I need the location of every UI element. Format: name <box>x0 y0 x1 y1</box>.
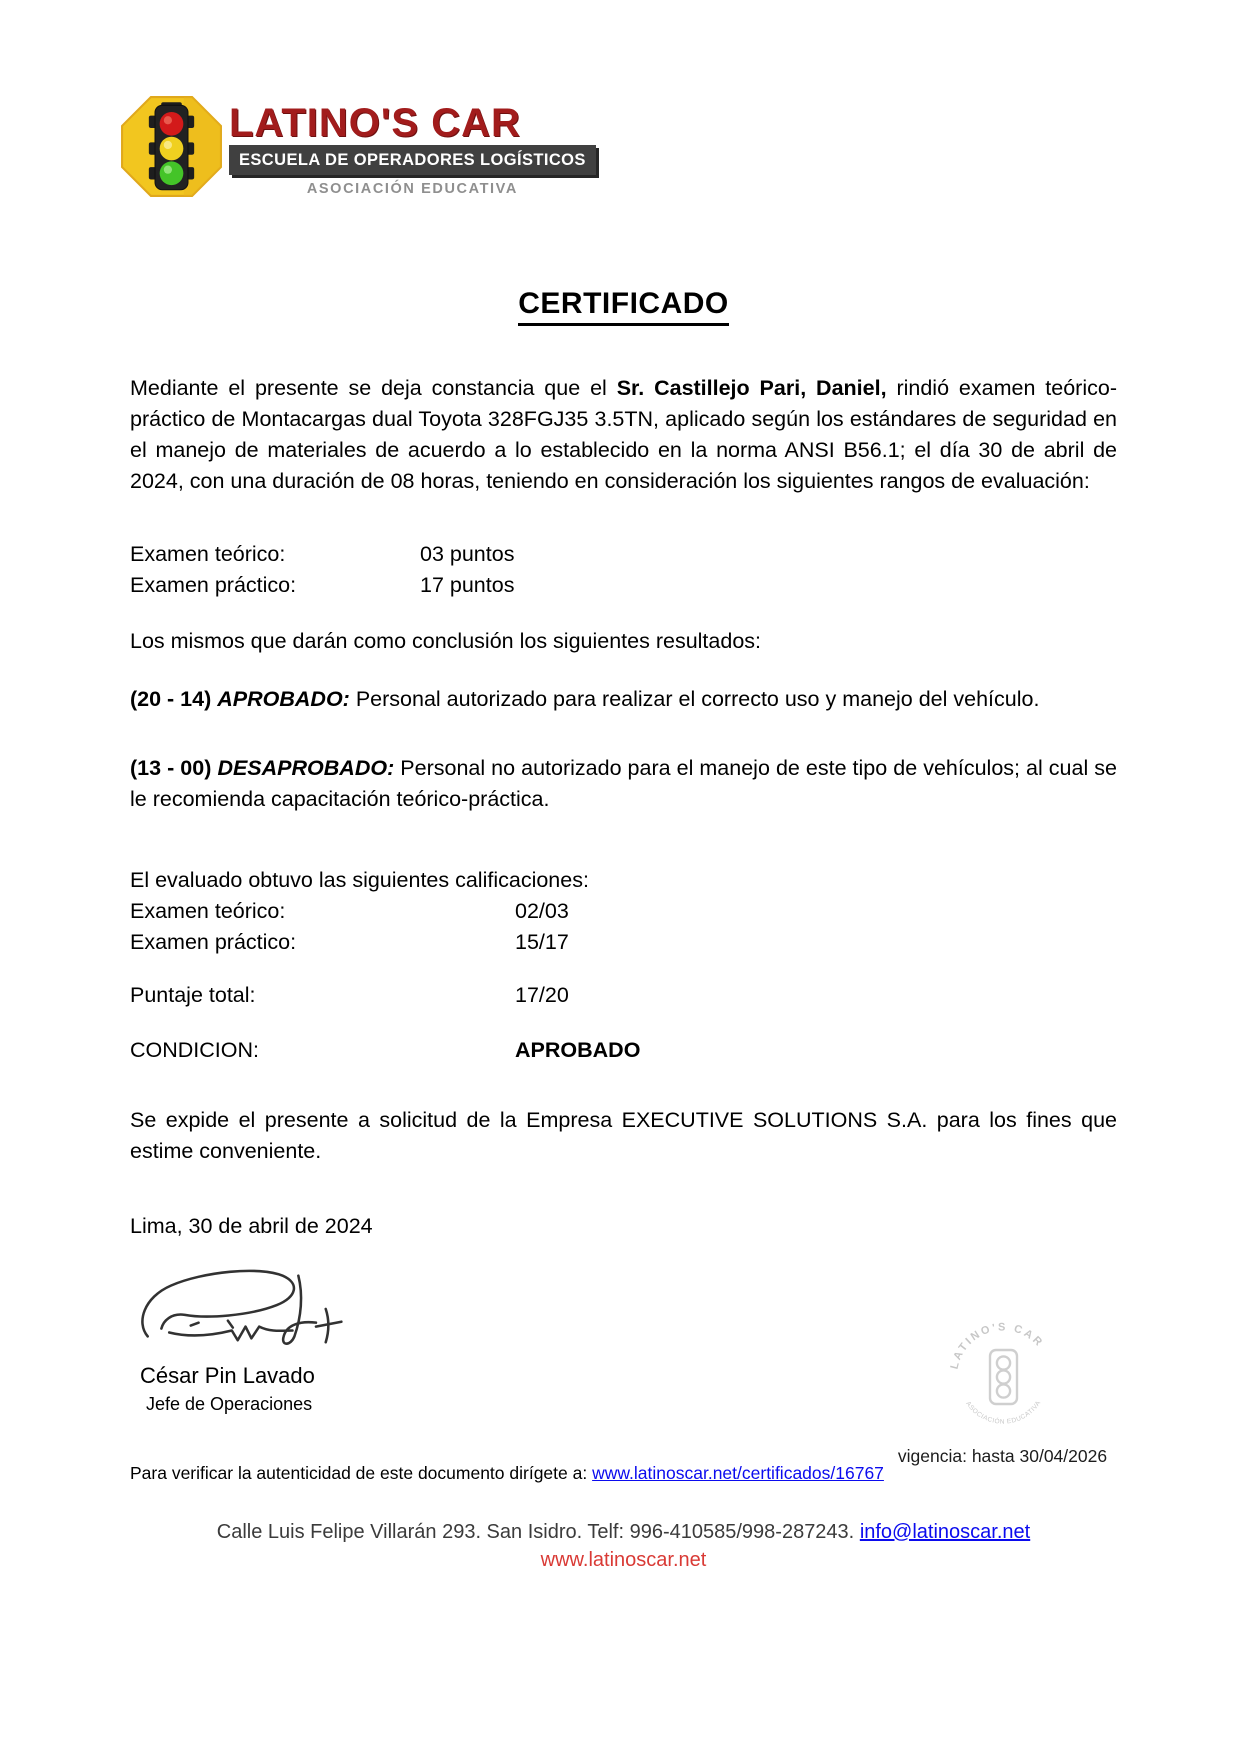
disapproved-status: DESAPROBADO: <box>217 756 395 780</box>
company-logo <box>120 95 1117 200</box>
conclusion-intro: Los mismos que darán como conclusión los siguientes resultados: <box>130 629 761 653</box>
score-theory-label: Examen teórico: <box>130 899 286 923</box>
stamp-block <box>880 1312 1125 1467</box>
exam-theory-points: 03 puntos <box>420 542 515 566</box>
signature-scribble <box>134 1254 359 1362</box>
exam-points-block <box>130 539 1117 601</box>
address-text: Calle Luis Felipe Villarán 293. San Isidro. Telf: 996-410585/998-287243. <box>216 1521 855 1543</box>
company-stamp-seal-icon <box>938 1312 1068 1442</box>
document-title: CERTIFICADO <box>518 286 729 326</box>
table-row <box>130 896 1117 927</box>
exam-practice-points: 17 puntos <box>420 573 515 597</box>
disapproved-text: Personal no autorizado para el manejo de este tipo de vehículos; al cual se le recomienda capacitación teórico-práctica. <box>130 756 1117 811</box>
verification-link[interactable]: www.latinoscar.net/certificados/16767 <box>592 1463 884 1483</box>
table-row <box>130 539 1117 570</box>
score-theory-value: 02/03 <box>515 899 569 923</box>
scores-intro: El evaluado obtuvo las siguientes calificaciones: <box>130 868 589 892</box>
signer-name: César Pin Lavado <box>140 1363 315 1388</box>
footer-website: www.latinoscar.net <box>540 1549 707 1571</box>
stamp-arc-bottom-text: ASOCIACIÓN EDUCATIVA <box>963 1399 1042 1426</box>
approved-text: Personal autorizado para realizar el correcto uso y manejo del vehículo. <box>355 687 1040 711</box>
stamp-arc-top-text: LATINO'S CAR <box>948 1321 1046 1371</box>
table-row <box>130 927 1117 958</box>
intro-post: rindió examen teórico-práctico de Montacargas dual Toyota 328FGJ35 3.5TN, aplicado según los estándares de seguridad en el manejo de materiales de acuerdo a lo establecido en la norma ANSI B56.1; el día 30 de abril de 2024, con una duración de 08 horas, teniendo en consideración los siguientes rangos de evaluación: <box>130 376 1117 493</box>
date-line: Lima, 30 de abril de 2024 <box>130 1214 373 1238</box>
table-row <box>130 570 1117 601</box>
condition-row <box>130 1035 1117 1066</box>
scores-block <box>130 865 1117 958</box>
logo-text-block <box>229 95 596 197</box>
intro-paragraph <box>130 373 1117 497</box>
exam-theory-label: Examen teórico: <box>130 542 286 566</box>
brand-subtitle-bar: ESCUELA DE OPERADORES LOGÍSTICOS <box>229 145 596 175</box>
score-practice-label: Examen práctico: <box>130 930 297 954</box>
condition-value: APROBADO <box>515 1038 641 1062</box>
brand-name: LATINO'S CAR <box>229 101 521 145</box>
total-score-row <box>130 980 1117 1011</box>
title-row <box>130 286 1117 327</box>
issuance-paragraph: Se expide el presente a solicitud de la Empresa EXECUTIVE SOLUTIONS S.A. para los fines que estime conveniente. <box>130 1108 1117 1163</box>
approved-status: APROBADO: <box>217 687 350 711</box>
footer-address-line <box>130 1519 1117 1545</box>
result-approved <box>130 684 1117 715</box>
candidate-name: Sr. Castillejo Pari, Daniel, <box>616 376 887 400</box>
score-practice-value: 15/17 <box>515 930 569 954</box>
brand-tagline: ASOCIACIÓN EDUCATIVA <box>306 181 518 197</box>
condition-label: CONDICION: <box>130 1038 259 1062</box>
disapproved-range: (13 - 00) <box>130 756 212 780</box>
validity-note: vigencia: hasta 30/04/2026 <box>897 1446 1108 1466</box>
result-disapproved <box>130 753 1117 815</box>
signer-role: Jefe de Operaciones <box>146 1394 313 1414</box>
verification-text: Para verificar la autenticidad de este documento dirígete a: <box>130 1463 588 1483</box>
exam-practice-label: Examen práctico: <box>130 573 297 597</box>
email-link[interactable]: info@latinoscar.net <box>859 1521 1031 1543</box>
approved-range: (20 - 14) <box>130 687 212 711</box>
total-label: Puntaje total: <box>130 983 256 1007</box>
total-value: 17/20 <box>515 983 569 1007</box>
traffic-light-icon <box>120 95 223 198</box>
intro-pre: Mediante el presente se deja constancia que el <box>130 376 607 400</box>
